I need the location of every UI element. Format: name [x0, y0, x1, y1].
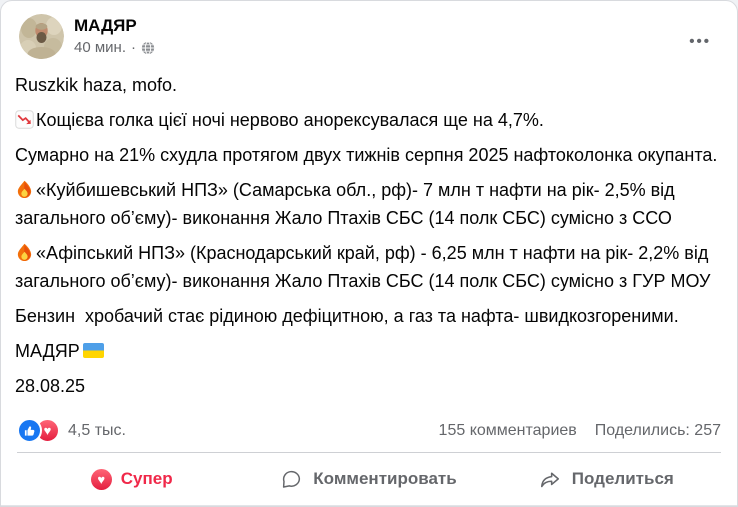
ukraine-flag-icon [83, 343, 104, 358]
comment-icon [281, 469, 302, 490]
fire-icon [15, 243, 34, 262]
post-line: Ruszkik haza, mofo. [15, 75, 178, 95]
action-bar [1, 453, 737, 505]
timestamp-row [74, 39, 679, 56]
post-line: Кощієва голка цієї ночі нервово анорексувалася ще на 4,7%. [15, 106, 721, 134]
divider [1, 505, 737, 506]
timestamp[interactable]: 40 мин. [74, 39, 126, 56]
love-icon: ♥ [91, 469, 112, 490]
post-menu-button[interactable]: ••• [689, 33, 711, 50]
share-icon [539, 469, 561, 490]
post-line: Сумарно на 21% схудла протягом двух тижнів серпня 2025 нафтоколонка окупанта. [15, 145, 718, 165]
post-signature: МАДЯР [15, 337, 721, 365]
post-line: «Куйбишевський НПЗ» (Самарська обл., рф)- 7 млн т нафти на рік- 2,5% від загального об’єму)- виконання Жало Птахів СБС (14 полк СБС) сумісно з ССО [15, 180, 680, 228]
reactions-count[interactable]: 4,5 тыс. [68, 421, 126, 439]
like-reaction-icon [17, 418, 42, 443]
avatar[interactable] [19, 14, 64, 59]
shares-count[interactable]: Поделились: 257 [594, 421, 721, 439]
love-reaction-icon: ♥ [35, 418, 60, 443]
profile-photo [19, 14, 64, 59]
post-header [1, 1, 737, 59]
fire-icon [15, 180, 34, 199]
like-button[interactable]: ♥ Супер [13, 460, 250, 498]
share-button[interactable]: Поделиться [488, 460, 725, 498]
engagement-bar [1, 407, 737, 452]
post-text [1, 59, 737, 407]
comment-button[interactable]: Комментировать [250, 460, 487, 498]
author-name[interactable]: МАДЯР [74, 16, 137, 35]
header-meta [74, 14, 679, 56]
globe-public-icon [141, 41, 155, 55]
reaction-icons[interactable] [17, 418, 60, 443]
chart-decreasing-icon [15, 110, 34, 129]
post-line: Бензин хробачий стає рідиною дефіцитною, а газ та нафта- швидкозгореними. [15, 306, 679, 326]
post-line: «Афіпський НПЗ» (Краснодарський край, рф) - 6,25 млн т нафти на рік- 2,2% від загального об’єму)- виконання Жало Птахів СБС (14 полк СБС) сумісно з ГУР МОУ [15, 243, 714, 291]
comments-count[interactable]: 155 комментариев [438, 421, 577, 439]
post-date: 28.08.25 [15, 376, 86, 396]
engagement-right [439, 422, 721, 440]
dot-separator: · [131, 39, 136, 56]
